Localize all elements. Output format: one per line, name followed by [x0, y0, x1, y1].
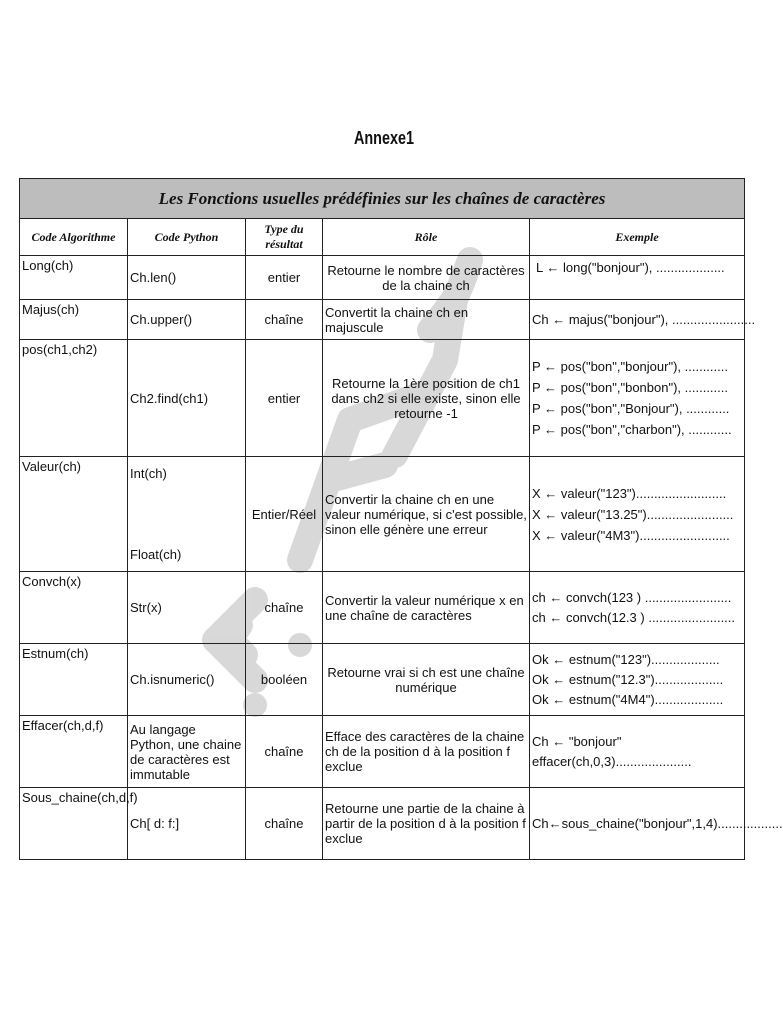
cell-example — [530, 788, 783, 860]
cell-role: Convertir la valeur numérique x en une chaîne de caractères — [323, 572, 530, 644]
cell-role: Efface des caractères de la chaine ch de la position d à la position f exclue — [323, 716, 530, 788]
table-row — [20, 457, 745, 572]
cell-type: chaîne — [246, 788, 323, 860]
example-line: X ← valeur("13.25")........................ — [532, 506, 734, 522]
example-line: L ← long("bonjour"), ................... — [536, 260, 725, 275]
cell-algo: Convch(x) — [20, 572, 128, 644]
cell-algo: Majus(ch) — [20, 300, 128, 340]
cell-type: chaîne — [246, 716, 323, 788]
cell-example — [530, 457, 745, 572]
table-row — [20, 572, 745, 644]
header-type-resultat: Type du résultat — [246, 219, 323, 256]
example-line: Ok ← estnum("123")................... — [532, 651, 720, 667]
example-line: X ← valeur("123")......................... — [532, 485, 727, 501]
cell-algo: pos(ch1,ch2) — [20, 340, 128, 457]
cell-algo: Effacer(ch,d,f) — [20, 716, 128, 788]
example-line: Ok ← estnum("4M4")................... — [532, 691, 724, 707]
cell-type: booléen — [246, 644, 323, 716]
cell-type: chaîne — [246, 572, 323, 644]
cell-type: entier — [246, 256, 323, 300]
table-banner: Les Fonctions usuelles prédéfinies sur les chaînes de caractères — [20, 179, 745, 219]
cell-type: entier — [246, 340, 323, 457]
cell-python: Str(x) — [128, 572, 246, 644]
table-row — [20, 300, 745, 340]
cell-example — [530, 716, 745, 788]
cell-python — [128, 457, 246, 572]
example-line: ch ← convch(12.3 ) ........................ — [532, 609, 736, 625]
cell-python: Au langage Python, une chaine de caractères est immutable — [128, 716, 246, 788]
functions-table — [19, 178, 783, 860]
cell-example — [530, 300, 756, 340]
cell-example — [530, 340, 745, 457]
cell-role: Retourne vrai si ch est une chaîne numérique — [323, 644, 530, 716]
table-row — [20, 716, 745, 788]
page-title: Annexe1 — [353, 128, 415, 148]
cell-role: Convertit la chaine ch en majuscule — [323, 300, 530, 340]
table-row — [20, 788, 745, 860]
cell-role: Retourne le nombre de caractères de la chaine ch — [323, 256, 530, 300]
example-line: effacer(ch,0,3)..................... — [532, 753, 692, 769]
header-code-algorithme: Code Algorithme — [20, 219, 128, 256]
cell-role: Convertir la chaine ch en une valeur numérique, si c'est possible, sinon elle génère une erreur — [323, 457, 530, 572]
table-row — [20, 644, 745, 716]
cell-example — [530, 644, 745, 716]
cell-type: Entier/Réel — [246, 457, 323, 572]
table-header-row — [20, 219, 745, 256]
cell-python: Ch.upper() — [128, 300, 246, 340]
cell-type: chaîne — [246, 300, 323, 340]
example-line: X ← valeur("4M3")......................... — [532, 527, 730, 543]
cell-python: Ch[ d: f:] — [128, 788, 246, 860]
example-line: P ← pos("bon","bonjour"), ............ — [532, 359, 728, 374]
example-line: ch ← convch(123 ) ........................ — [532, 589, 732, 605]
cell-algo: Valeur(ch) — [20, 457, 128, 572]
cell-algo: Sous_chaine(ch,d,f) — [20, 788, 128, 860]
example-line: Ch ← "bonjour" — [532, 733, 622, 749]
header-role: Rôle — [323, 219, 530, 256]
example-line: P ← pos("bon","bonbon"), ............ — [532, 380, 728, 395]
example-line: Ch ← majus("bonjour"), ....................... — [532, 312, 756, 327]
python-int: Int(ch) — [130, 466, 167, 481]
example-line: P ← pos("bon","Bonjour"), ............ — [532, 401, 730, 416]
cell-algo: Long(ch) — [20, 256, 128, 300]
cell-python: Ch.isnumeric() — [128, 644, 246, 716]
header-exemple: Exemple — [530, 219, 745, 256]
cell-role: Retourne une partie de la chaine à partir de la position d à la position f exclue — [323, 788, 530, 860]
example-line: Ch←sous_chaine("bonjour",1,4).................. — [532, 816, 783, 831]
cell-algo: Estnum(ch) — [20, 644, 128, 716]
header-code-python: Code Python — [128, 219, 246, 256]
cell-python: Ch2.find(ch1) — [128, 340, 246, 457]
cell-role: Retourne la 1ère position de ch1 dans ch2 si elle existe, sinon elle retourne -1 — [323, 340, 530, 457]
example-line: Ok ← estnum("12.3")................... — [532, 671, 724, 687]
example-line: P ← pos("bon","charbon"), ............ — [532, 422, 732, 437]
table-row — [20, 256, 745, 300]
table-row — [20, 340, 745, 457]
cell-example — [530, 256, 745, 300]
cell-python: Ch.len() — [128, 256, 246, 300]
cell-example — [530, 572, 745, 644]
python-float: Float(ch) — [130, 547, 182, 562]
